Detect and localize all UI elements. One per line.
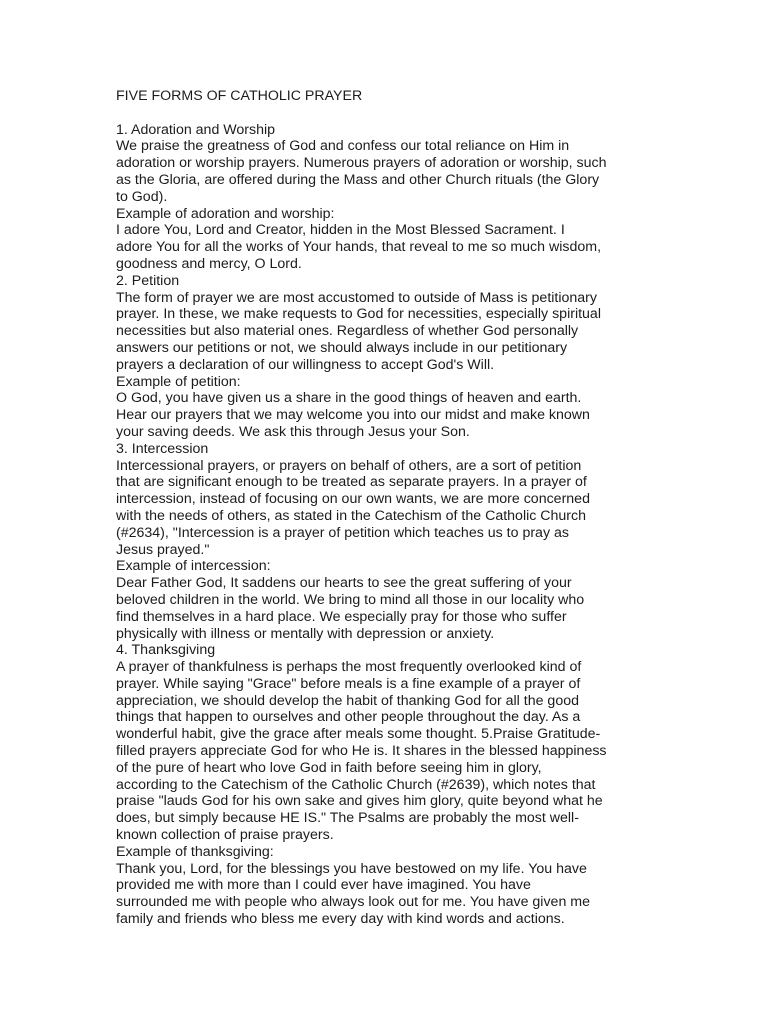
- text-line: find themselves in a hard place. We especially pray for those who suffer: [116, 608, 567, 625]
- text-line: A prayer of thankfulness is perhaps the most frequently overlooked kind of: [116, 659, 582, 676]
- text-line: goodness and mercy, O Lord.: [116, 255, 302, 272]
- text-line: with the needs of others, as stated in the Catechism of the Catholic Church: [116, 507, 587, 524]
- text-line: does, but simply because HE IS." The Psalms are probably the most well-: [116, 810, 579, 827]
- document-title: FIVE FORMS OF CATHOLIC PRAYER: [116, 88, 363, 104]
- text-line: prayer. In these, we make requests to God for necessities, especially spiritual: [116, 306, 601, 323]
- text-line: intercession, instead of focusing on our own wants, we are more concerned: [116, 491, 590, 508]
- text-line: We praise the greatness of God and confess our total reliance on Him in: [116, 138, 570, 155]
- text-line: surrounded me with people who always look out for me. You have given me: [116, 894, 590, 911]
- text-line: O God, you have given us a share in the good things of heaven and earth.: [116, 390, 582, 407]
- document-body: [116, 122, 656, 928]
- text-line: filled prayers appreciate God for who He is. It shares in the blessed happiness: [116, 743, 607, 760]
- text-line: (#2634), "Intercession is a prayer of petition which teaches us to pray as: [116, 524, 569, 541]
- text-line: according to the Catechism of the Catholic Church (#2639), which notes that: [116, 776, 596, 793]
- text-line: praise "lauds God for his own sake and gives him glory, quite beyond what he: [116, 793, 603, 810]
- text-line: Example of thanksgiving:: [116, 843, 274, 860]
- text-line: to God).: [116, 188, 168, 205]
- text-line: prayers a declaration of our willingness to accept God's Will.: [116, 356, 495, 373]
- document-page: [116, 88, 656, 928]
- text-line: I adore You, Lord and Creator, hidden in the Most Blessed Sacrament. I: [116, 222, 565, 239]
- text-line: Dear Father God, It saddens our hearts to see the great suffering of your: [116, 575, 572, 592]
- text-line: provided me with more than I could ever have imagined. You have: [116, 877, 531, 894]
- text-line: your saving deeds. We ask this through Jesus your Son.: [116, 423, 470, 440]
- text-line: appreciation, we should develop the habit of thanking God for all the good: [116, 692, 579, 709]
- text-line: Example of petition:: [116, 373, 241, 390]
- text-line: things that happen to ourselves and other people throughout the day. As a: [116, 709, 581, 726]
- text-line: adore You for all the works of Your hands, that reveal to me so much wisdom,: [116, 239, 602, 256]
- text-line: 4. Thanksgiving: [116, 642, 216, 659]
- text-line: 3. Intercession: [116, 440, 209, 457]
- text-line: necessities but also material ones. Regardless of whether God personally: [116, 323, 579, 340]
- text-line: Thank you, Lord, for the blessings you have bestowed on my life. You have: [116, 860, 587, 877]
- text-line: adoration or worship prayers. Numerous prayers of adoration or worship, such: [116, 155, 607, 172]
- text-line: Intercessional prayers, or prayers on behalf of others, are a sort of petition: [116, 457, 582, 474]
- text-line: as the Gloria, are offered during the Mass and other Church rituals (the Glory: [116, 171, 600, 188]
- text-line: that are significant enough to be treated as separate prayers. In a prayer of: [116, 474, 587, 491]
- text-line: prayer. While saying "Grace" before meals is a fine example of a prayer of: [116, 675, 581, 692]
- text-line: The form of prayer we are most accustomed to outside of Mass is petitionary: [116, 289, 598, 306]
- text-line: 2. Petition: [116, 272, 180, 289]
- text-line: Example of intercession:: [116, 558, 271, 575]
- text-line: of the pure of heart who love God in faith before seeing him in glory,: [116, 759, 542, 776]
- text-line: family and friends who bless me every day with kind words and actions.: [116, 911, 565, 928]
- text-line: answers our petitions or not, we should always include in our petitionary: [116, 339, 568, 356]
- text-line: known collection of praise prayers.: [116, 827, 334, 844]
- text-line: Example of adoration and worship:: [116, 205, 335, 222]
- text-line: Jesus prayed.": [116, 541, 210, 558]
- text-line: beloved children in the world. We bring to mind all those in our locality who: [116, 591, 585, 608]
- text-line: Hear our prayers that we may welcome you into our midst and make known: [116, 407, 590, 424]
- text-line: physically with illness or mentally with depression or anxiety.: [116, 625, 495, 642]
- text-line: wonderful habit, give the grace after meals some thought. 5.Praise Gratitude-: [116, 726, 601, 743]
- text-line: 1. Adoration and Worship: [116, 121, 276, 138]
